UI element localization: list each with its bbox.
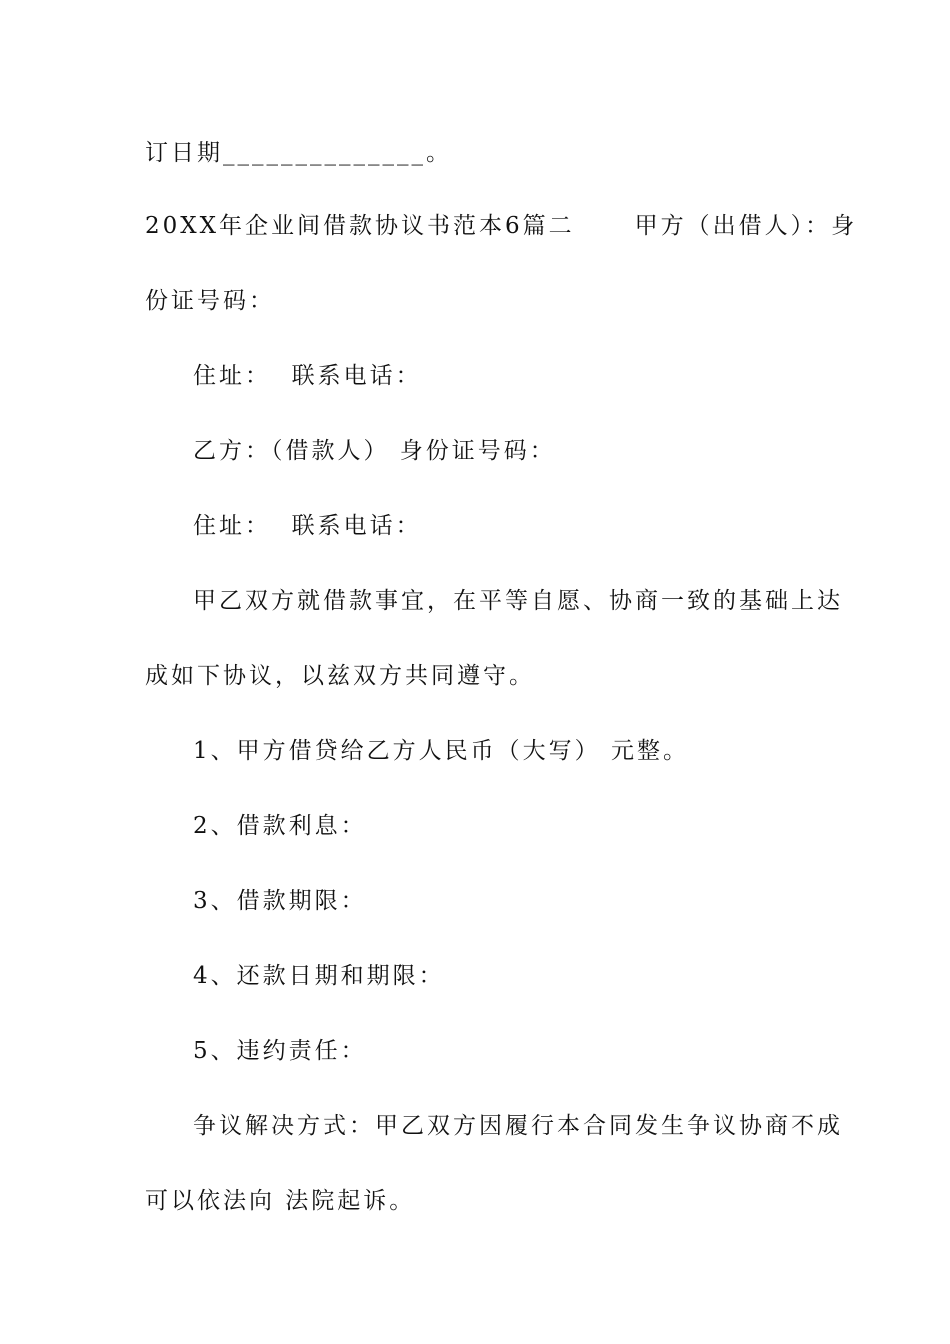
text-line-intro-1: 甲乙双方就借款事宜，在平等自愿、协商一致的基础上达 [193,588,843,614]
document-title: 20XX年企业间借款协议书范本6篇二 [145,213,575,239]
party-a-label: 甲方（出借人）： [634,213,832,239]
text-line-clause-5: 5、违约责任： [193,1038,367,1064]
text-line-clause-3: 3、借款期限： [193,888,367,914]
text-line-party-b-address: 住址： 联系电话： [193,513,422,539]
text-line-clause-4: 4、还款日期和期限： [193,963,445,989]
text-line-intro-2: 成如下协议，以兹双方共同遵守。 [145,663,535,689]
text-line-signing-date: 订日期______________。 [145,140,452,166]
text-line-party-a-id: 份证号码： [145,288,275,314]
text-line-clause-1: 1、甲方借贷给乙方人民币（大写） 元整。 [193,738,689,764]
text-line-party-b: 乙方：（借款人） 身份证号码： [193,438,556,464]
text-line-dispute-2: 可以依法向 法院起诉。 [145,1188,416,1214]
party-a-id-start: 身 [831,213,858,239]
text-line-title [145,211,858,241]
text-line-dispute-1: 争议解决方式：甲乙双方因履行本合同发生争议协商不成 [193,1113,843,1139]
text-line-party-a-address: 住址： 联系电话： [193,363,422,389]
text-line-clause-2: 2、借款利息： [193,813,367,839]
